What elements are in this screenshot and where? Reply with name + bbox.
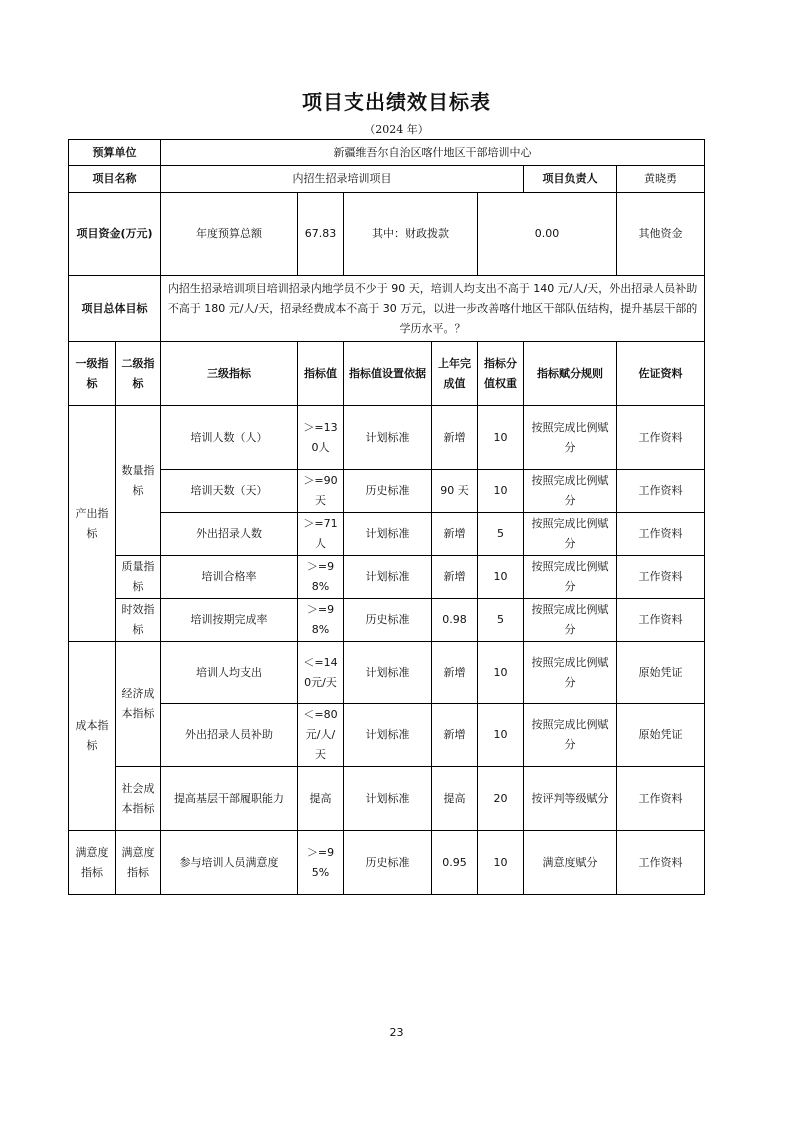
page-number: 23 xyxy=(389,1026,404,1039)
overall-goal-text: 内招生招录培训项目培训招录内地学员不少于 90 天，培训人均支出不高于 140 元/人/天，外出招录人员补助不高于 180 元/人/天，招录经费成本不高于 30 万元，以进一步改善喀什地区干部队伍结构，提升基层干部的学历水平。？ xyxy=(161,276,705,342)
indicator-evidence: 工作资料 xyxy=(617,556,705,599)
project-manager-label: 项目负责人 xyxy=(524,166,617,193)
indicator-basis: 历史标准 xyxy=(344,831,432,895)
indicator-name: 提高基层干部履职能力 xyxy=(161,767,298,831)
group-satisfaction: 满意度指标 xyxy=(69,831,116,895)
header-last-year: 上年完成值 xyxy=(432,342,478,406)
project-name-label: 项目名称 xyxy=(69,166,161,193)
indicator-last-year: 新增 xyxy=(432,642,478,704)
indicator-evidence: 工作资料 xyxy=(617,470,705,513)
indicator-row xyxy=(69,470,705,513)
header-level1: 一级指标 xyxy=(69,342,116,406)
indicator-value: ＞=130人 xyxy=(298,406,344,470)
indicator-value: ＜=80元/人/天 xyxy=(298,704,344,767)
indicator-evidence: 工作资料 xyxy=(617,767,705,831)
indicator-basis: 计划标准 xyxy=(344,513,432,556)
indicator-name: 参与培训人员满意度 xyxy=(161,831,298,895)
indicator-rule: 按照完成比例赋分 xyxy=(524,642,617,704)
indicator-weight: 10 xyxy=(478,831,524,895)
performance-table xyxy=(68,139,705,895)
indicator-basis: 历史标准 xyxy=(344,470,432,513)
indicator-row xyxy=(69,767,705,831)
project-manager-value: 黄晓勇 xyxy=(617,166,705,193)
header-basis: 指标值设置依据 xyxy=(344,342,432,406)
indicator-value: ＜=140元/天 xyxy=(298,642,344,704)
indicator-last-year: 90 天 xyxy=(432,470,478,513)
indicator-weight: 10 xyxy=(478,556,524,599)
indicator-basis: 计划标准 xyxy=(344,556,432,599)
indicator-weight: 5 xyxy=(478,599,524,642)
indicator-name: 培训天数（天） xyxy=(161,470,298,513)
indicator-name: 外出招录人数 xyxy=(161,513,298,556)
indicator-rule: 按照完成比例赋分 xyxy=(524,704,617,767)
indicator-evidence: 工作资料 xyxy=(617,513,705,556)
indicator-weight: 5 xyxy=(478,513,524,556)
indicator-evidence: 原始凭证 xyxy=(617,642,705,704)
indicator-last-year: 提高 xyxy=(432,767,478,831)
indicator-weight: 10 xyxy=(478,470,524,513)
header-weight: 指标分值权重 xyxy=(478,342,524,406)
header-evidence: 佐证资料 xyxy=(617,342,705,406)
group-quality: 质量指标 xyxy=(116,556,161,599)
indicator-row xyxy=(69,513,705,556)
indicator-basis: 计划标准 xyxy=(344,704,432,767)
indicator-last-year: 新增 xyxy=(432,406,478,470)
budget-unit-value: 新疆维吾尔自治区喀什地区干部培训中心 xyxy=(161,140,705,166)
header-value: 指标值 xyxy=(298,342,344,406)
indicator-value: ＞=98% xyxy=(298,556,344,599)
indicator-weight: 10 xyxy=(478,704,524,767)
header-level3: 三级指标 xyxy=(161,342,298,406)
project-name-value: 内招生招录培训项目 xyxy=(161,166,524,193)
indicator-basis: 历史标准 xyxy=(344,599,432,642)
indicator-basis: 计划标准 xyxy=(344,767,432,831)
group-satisfaction-sub: 满意度指标 xyxy=(116,831,161,895)
overall-goal-row xyxy=(69,276,705,342)
indicator-weight: 10 xyxy=(478,406,524,470)
indicator-evidence: 工作资料 xyxy=(617,599,705,642)
other-funds-label: 其他资金 xyxy=(617,193,705,276)
indicator-value: ＞=90天 xyxy=(298,470,344,513)
overall-goal-label: 项目总体目标 xyxy=(69,276,161,342)
indicator-row xyxy=(69,556,705,599)
fiscal-funds-label: 其中：财政拨款 xyxy=(344,193,478,276)
indicator-evidence: 工作资料 xyxy=(617,406,705,470)
indicator-rule: 按照完成比例赋分 xyxy=(524,470,617,513)
project-funds-row xyxy=(69,193,705,276)
group-social-cost: 社会成本指标 xyxy=(116,767,161,831)
indicator-last-year: 新增 xyxy=(432,704,478,767)
indicator-rule: 按照完成比例赋分 xyxy=(524,556,617,599)
budget-unit-row xyxy=(69,140,705,166)
indicator-weight: 20 xyxy=(478,767,524,831)
indicator-name: 培训人均支出 xyxy=(161,642,298,704)
indicator-value: ＞=98% xyxy=(298,599,344,642)
group-cost: 成本指标 xyxy=(69,642,116,831)
indicator-rule: 满意度赋分 xyxy=(524,831,617,895)
indicator-row xyxy=(69,642,705,704)
fiscal-funds-value: 0.00 xyxy=(478,193,617,276)
indicator-row xyxy=(69,831,705,895)
indicator-name: 培训合格率 xyxy=(161,556,298,599)
indicator-last-year: 0.98 xyxy=(432,599,478,642)
group-output: 产出指标 xyxy=(69,406,116,642)
group-quantity: 数量指标 xyxy=(116,406,161,556)
indicator-rule: 按照完成比例赋分 xyxy=(524,599,617,642)
indicator-basis: 计划标准 xyxy=(344,406,432,470)
indicator-weight: 10 xyxy=(478,642,524,704)
indicator-evidence: 原始凭证 xyxy=(617,704,705,767)
indicator-row xyxy=(69,599,705,642)
group-economic-cost: 经济成本指标 xyxy=(116,642,161,767)
indicator-rule: 按照完成比例赋分 xyxy=(524,406,617,470)
indicator-name: 外出招录人员补助 xyxy=(161,704,298,767)
annual-total-value: 67.83 xyxy=(298,193,344,276)
group-timeliness: 时效指标 xyxy=(116,599,161,642)
indicator-last-year: 新增 xyxy=(432,513,478,556)
indicator-row xyxy=(69,704,705,767)
indicator-evidence: 工作资料 xyxy=(617,831,705,895)
annual-total-label: 年度预算总额 xyxy=(161,193,298,276)
indicator-value: ＞=95% xyxy=(298,831,344,895)
project-name-row xyxy=(69,166,705,193)
indicator-name: 培训按期完成率 xyxy=(161,599,298,642)
page-title: 项目支出绩效目标表 xyxy=(302,90,491,114)
header-rule: 指标赋分规则 xyxy=(524,342,617,406)
indicator-row xyxy=(69,406,705,470)
indicator-header-row xyxy=(69,342,705,406)
year-subtitle: （2024 年） xyxy=(364,123,429,136)
indicator-value: ＞=71人 xyxy=(298,513,344,556)
indicator-basis: 计划标准 xyxy=(344,642,432,704)
project-funds-label: 项目资金(万元) xyxy=(69,193,161,276)
header-level2: 二级指标 xyxy=(116,342,161,406)
indicator-name: 培训人数（人） xyxy=(161,406,298,470)
indicator-last-year: 0.95 xyxy=(432,831,478,895)
indicator-rule: 按照完成比例赋分 xyxy=(524,513,617,556)
budget-unit-label: 预算单位 xyxy=(69,140,161,166)
indicator-rule: 按评判等级赋分 xyxy=(524,767,617,831)
indicator-value: 提高 xyxy=(298,767,344,831)
indicator-last-year: 新增 xyxy=(432,556,478,599)
